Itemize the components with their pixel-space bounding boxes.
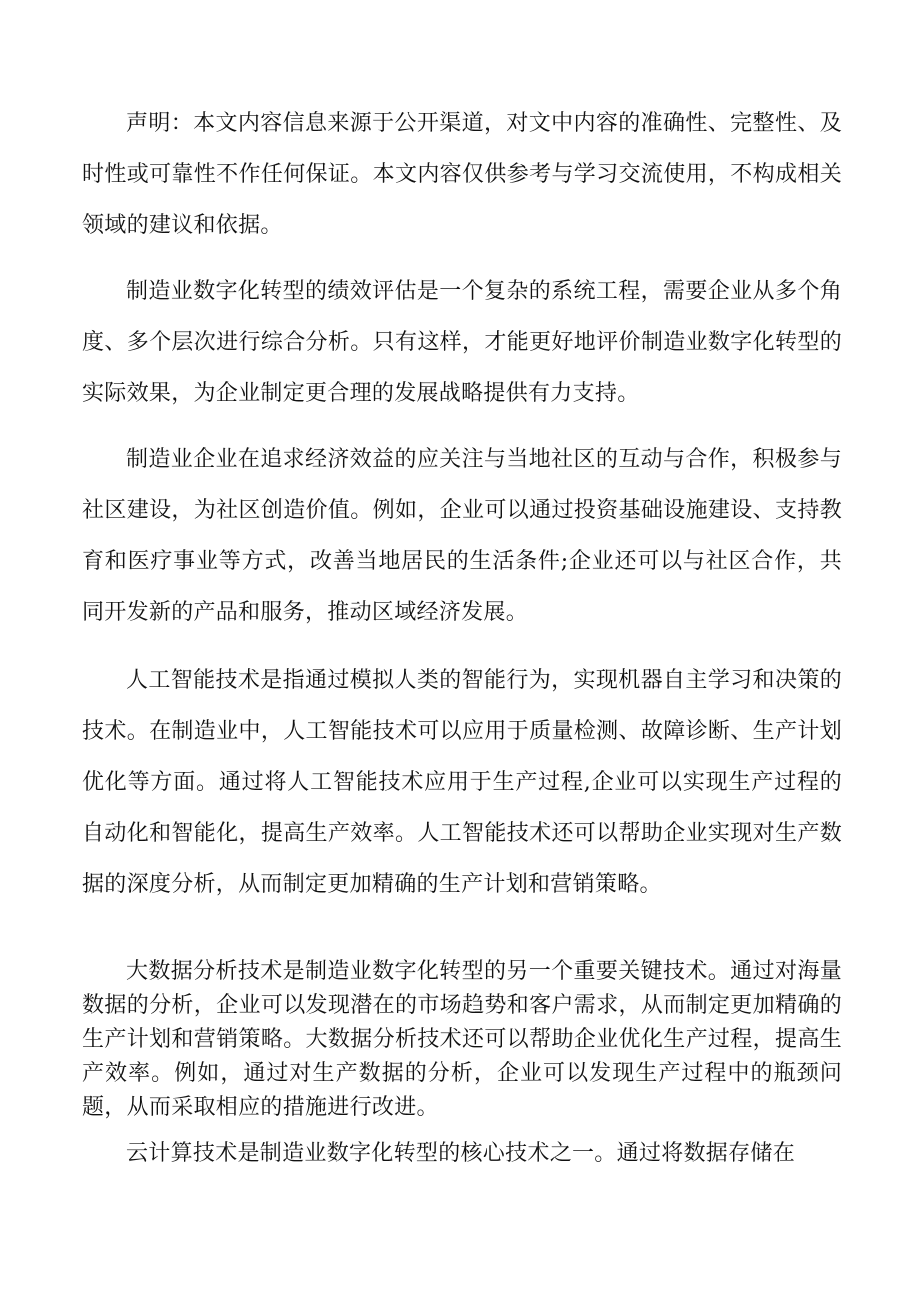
body-paragraph: 大数据分析技术是制造业数字化转型的另一个重要关键技术。通过对海量数据的分析，企业可以发现潜在的市场趋势和客户需求，从而制定更加精确的生产计划和营销策略。大数据分析技术还可以帮助企业优化生产过程，提高生产效率。例如，通过对生产数据的分析，企业可以发现生产过程中的瓶颈问题，从而采取相应的措施进行改进。 xyxy=(82,959,842,1120)
disclaimer-paragraph: 声明：本文内容信息来源于公开渠道，对文中内容的准确性、完整性、及时性或可靠性不作任何保证。本文内容仅供参考与学习交流使用，不构成相关领域的建议和依据。 xyxy=(82,111,842,238)
body-paragraph: 云计算技术是制造业数字化转型的核心技术之一。通过将数据存储在 xyxy=(126,1141,796,1166)
body-paragraph: 制造业数字化转型的绩效评估是一个复杂的系统工程，需要企业从多个角度、多个层次进行综合分析。只有这样，才能更好地评价制造业数字化转型的实际效果，为企业制定更合理的发展战略提供有力支持。 xyxy=(82,279,842,406)
body-paragraph: 人工智能技术是指通过模拟人类的智能行为，实现机器自主学习和决策的技术。在制造业中，人工智能技术可以应用于质量检测、故障诊断、生产计划优化等方面。通过将人工智能技术应用于生产过程,企业可以实现生产过程的自动化和智能化，提高生产效率。人工智能技术还可以帮助企业实现对生产数据的深度分析，从而制定更加精确的生产计划和营销策略。 xyxy=(82,668,842,897)
body-paragraph: 制造业企业在追求经济效益的应关注与当地社区的互动与合作，积极参与社区建设，为社区创造价值。例如，企业可以通过投资基础设施建设、支持教育和医疗事业等方式，改善当地居民的生活条件;企业还可以与社区合作，共同开发新的产品和服务，推动区域经济发展。 xyxy=(82,447,842,625)
